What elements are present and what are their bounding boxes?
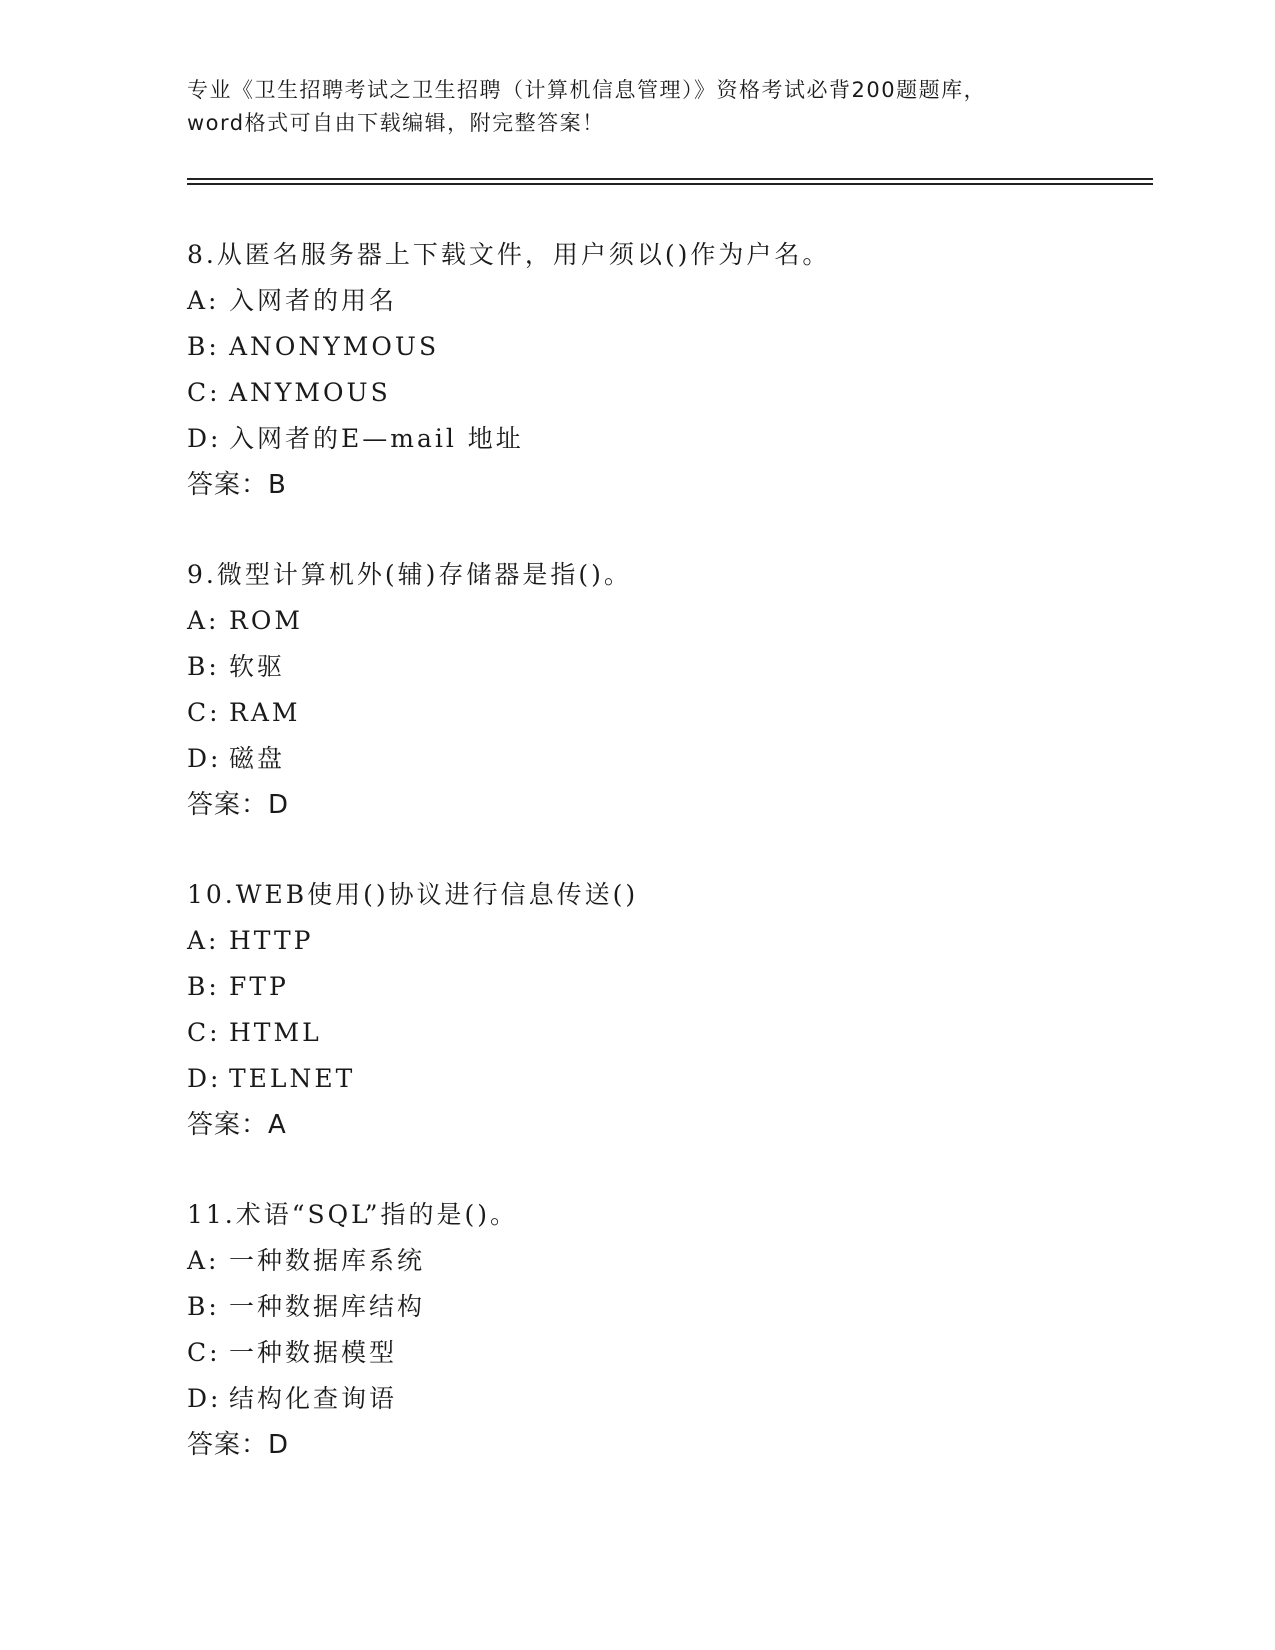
option-d bbox=[187, 416, 1147, 462]
option-key: C: bbox=[187, 698, 221, 727]
option-c bbox=[187, 690, 1147, 736]
question-11 bbox=[187, 1192, 1147, 1512]
option-a bbox=[187, 1238, 1147, 1284]
option-text: ANYMOUS bbox=[229, 378, 391, 407]
option-text: 一种数据模型 bbox=[229, 1338, 398, 1367]
option-key: A: bbox=[187, 286, 220, 315]
option-a bbox=[187, 918, 1147, 964]
question-stem: 11.术语“SQL”指的是()。 bbox=[187, 1200, 519, 1229]
option-text: HTML bbox=[229, 1018, 322, 1047]
answer-label: 答案：D bbox=[187, 790, 290, 820]
option-c bbox=[187, 370, 1147, 416]
option-text: RAM bbox=[229, 698, 301, 727]
header-divider-top bbox=[187, 178, 1153, 180]
option-key: A: bbox=[187, 606, 220, 635]
question-9 bbox=[187, 552, 1147, 872]
option-text: 一种数据库结构 bbox=[229, 1292, 426, 1321]
option-key: B: bbox=[187, 652, 220, 681]
answer-label: 答案：A bbox=[187, 1110, 287, 1140]
option-text: TELNET bbox=[229, 1064, 356, 1093]
option-key: D: bbox=[187, 1384, 222, 1413]
header-line-2: word格式可自由下载编辑，附完整答案！ bbox=[187, 111, 605, 135]
option-a bbox=[187, 598, 1147, 644]
option-d bbox=[187, 736, 1147, 782]
option-text: 磁盘 bbox=[229, 744, 286, 773]
question-list bbox=[187, 232, 1147, 1512]
option-text: 一种数据库系统 bbox=[229, 1246, 426, 1275]
option-text: FTP bbox=[229, 972, 289, 1001]
option-key: B: bbox=[187, 1292, 220, 1321]
option-text: 结构化查询语 bbox=[229, 1384, 398, 1413]
question-stem: 9.微型计算机外(辅)存储器是指()。 bbox=[187, 560, 632, 589]
question-stem: 8.从匿名服务器上下载文件，用户须以()作为户名。 bbox=[187, 240, 831, 269]
question-stem: 10.WEB使用()协议进行信息传送() bbox=[187, 880, 639, 909]
option-text: 入网者的E—mail 地址 bbox=[229, 424, 524, 453]
option-d bbox=[187, 1376, 1147, 1422]
option-a bbox=[187, 278, 1147, 324]
option-key: A: bbox=[187, 1246, 220, 1275]
option-key: C: bbox=[187, 378, 221, 407]
option-key: D: bbox=[187, 1064, 222, 1093]
option-c bbox=[187, 1010, 1147, 1056]
option-b bbox=[187, 1284, 1147, 1330]
option-key: A: bbox=[187, 926, 220, 955]
question-10 bbox=[187, 872, 1147, 1192]
option-key: B: bbox=[187, 972, 220, 1001]
option-key: C: bbox=[187, 1018, 221, 1047]
option-key: C: bbox=[187, 1338, 221, 1367]
option-text: HTTP bbox=[229, 926, 314, 955]
document-header bbox=[187, 74, 1087, 140]
option-text: ROM bbox=[229, 606, 303, 635]
header-line-1: 专业《卫生招聘考试之卫生招聘（计算机信息管理）》资格考试必背200题题库， bbox=[187, 78, 987, 102]
option-c bbox=[187, 1330, 1147, 1376]
question-8 bbox=[187, 232, 1147, 552]
option-key: D: bbox=[187, 744, 222, 773]
answer-label: 答案：B bbox=[187, 470, 287, 500]
option-text: 软驱 bbox=[229, 652, 286, 681]
option-d bbox=[187, 1056, 1147, 1102]
option-text: ANONYMOUS bbox=[229, 332, 440, 361]
option-key: B: bbox=[187, 332, 220, 361]
option-b bbox=[187, 644, 1147, 690]
option-key: D: bbox=[187, 424, 222, 453]
option-text: 入网者的用名 bbox=[229, 286, 398, 315]
header-divider-bottom bbox=[187, 183, 1153, 185]
option-b bbox=[187, 324, 1147, 370]
answer-label: 答案：D bbox=[187, 1430, 290, 1460]
option-b bbox=[187, 964, 1147, 1010]
